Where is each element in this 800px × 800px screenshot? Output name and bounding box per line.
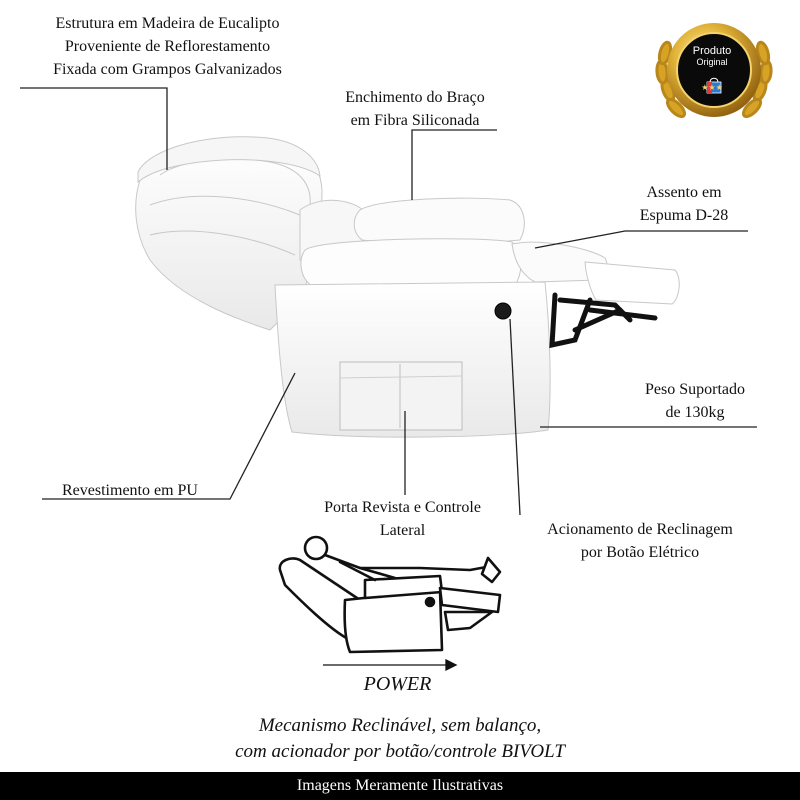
label-assento-line2: Espuma D-28 [639, 207, 729, 224]
label-porta-revista-line1: Porta Revista e Controle [324, 499, 481, 516]
label-estrutura-line3: Fixada com Grampos Galvanizados [53, 61, 282, 78]
label-enchimento-line2: em Fibra Siliconada [350, 112, 480, 129]
label-estrutura [15, 12, 320, 81]
label-estrutura-line1: Estrutura em Madeira de Eucalipto [55, 15, 280, 32]
recliner-chair [136, 137, 680, 437]
power-arrow [323, 660, 456, 670]
seal-stars: ★★★ [701, 83, 723, 92]
seal-text [672, 45, 752, 92]
label-peso-line2: de 130kg [665, 404, 725, 421]
caption-line2: com acionador por botão/controle BIVOLT [235, 741, 565, 762]
label-assento-line1: Assento em [646, 184, 722, 201]
label-revestimento: Revestimento em PU [62, 482, 198, 499]
seal-line-original: Original [696, 57, 728, 67]
caption-line1: Mecanismo Reclinável, sem balanço, [258, 715, 542, 736]
seal-line-produto: Produto [692, 45, 732, 57]
label-acionamento [520, 518, 760, 564]
label-peso [620, 378, 770, 424]
label-enchimento-line1: Enchimento do Braço [345, 89, 485, 106]
power-label: POWER [363, 673, 432, 695]
label-enchimento [320, 86, 510, 132]
label-peso-line1: Peso Suportado [645, 381, 745, 398]
label-porta-revista-line2: Lateral [379, 522, 426, 539]
reclined-person-illustration [280, 537, 500, 652]
label-estrutura-line2: Proveniente de Reflorestamento [64, 38, 271, 55]
label-acionamento-line2: por Botão Elétrico [580, 544, 700, 561]
label-assento [614, 181, 754, 227]
footer-disclaimer: Imagens Meramente Ilustrativas [0, 772, 800, 800]
label-porta-revista [295, 496, 510, 542]
label-acionamento-line1: Acionamento de Reclinagem [547, 521, 733, 538]
